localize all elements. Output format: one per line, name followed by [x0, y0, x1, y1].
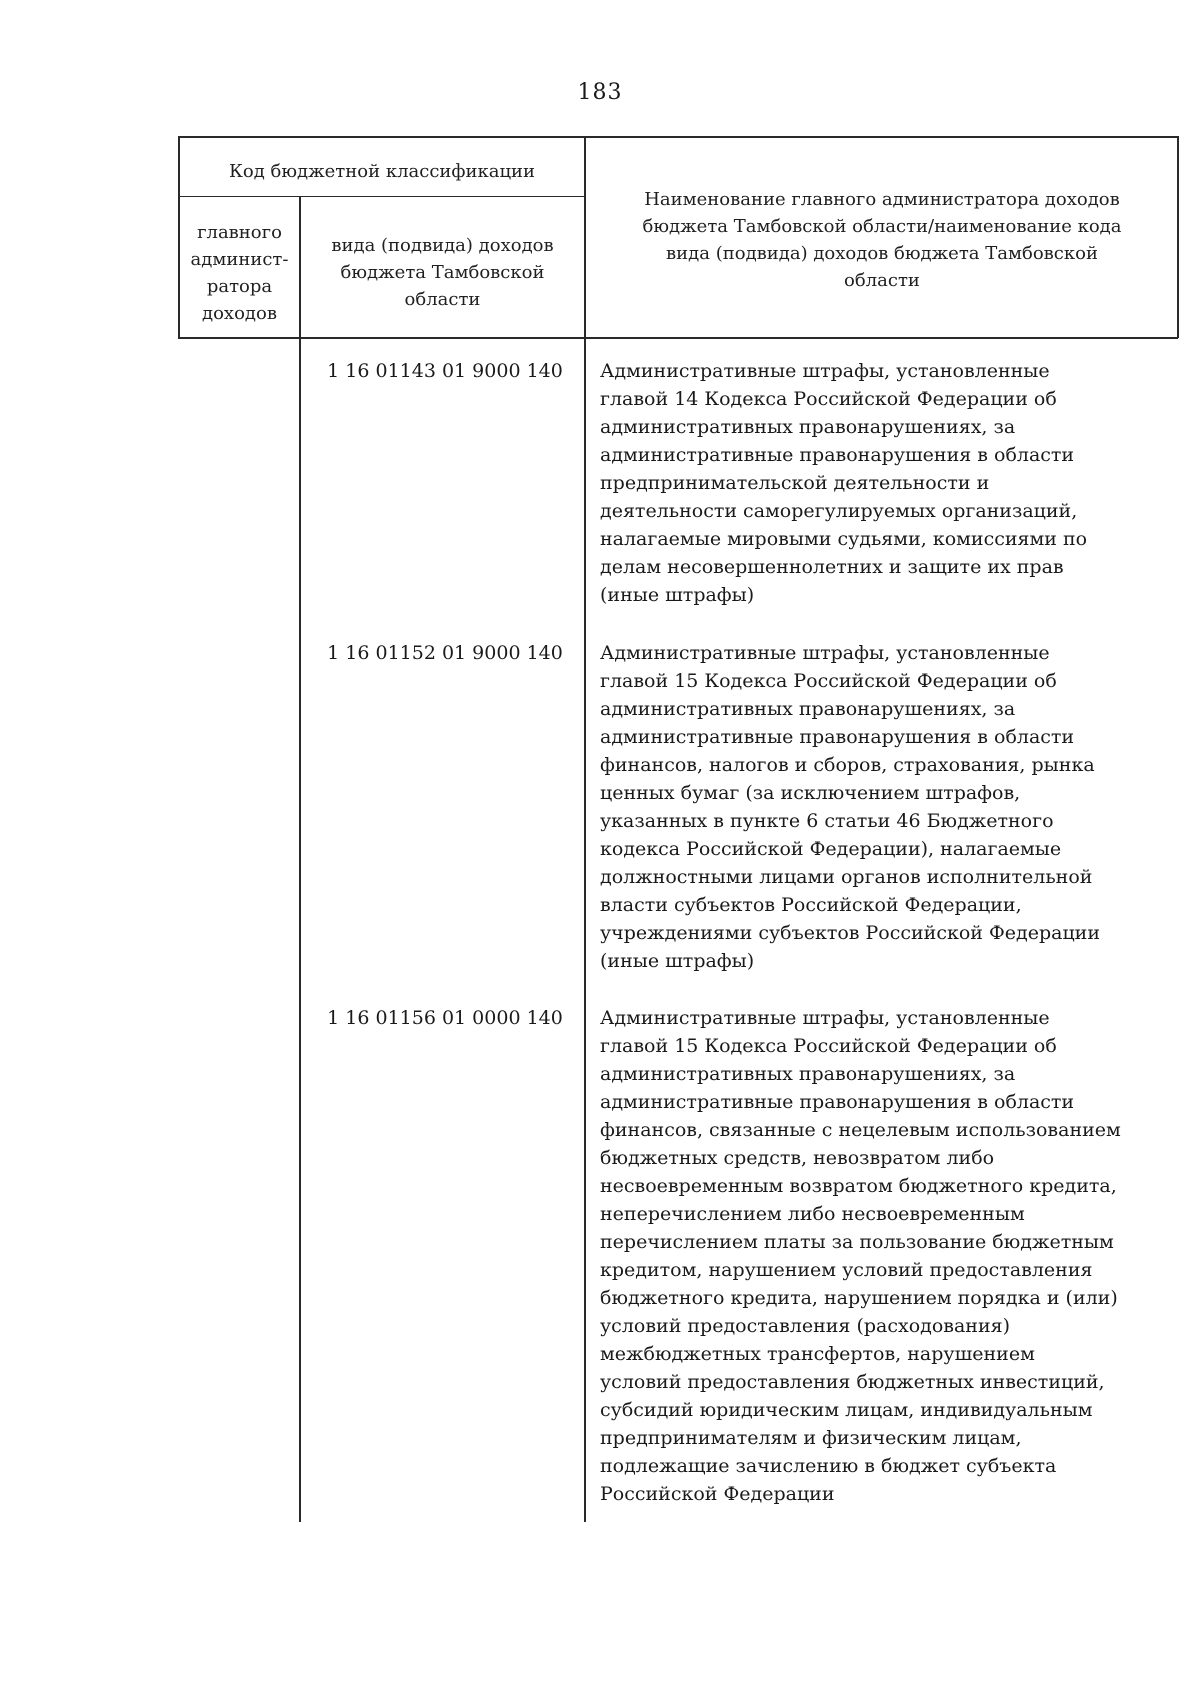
- header-col-name: Наименование главного администратора доходов бюджета Тамбовской области/наименование кода вида (подвида) доходов бюджета Тамбовской области: [642, 189, 1122, 291]
- column-divider-1: [299, 196, 301, 1522]
- row-code: 1 16 01143 01 9000 140: [327, 360, 563, 382]
- row-description: Административные штрафы, установленные главой 15 Кодекса Российской Федерации об административных правонарушениях, за административные правонарушения в области финансов, связанные с нецелевым использованием бюджетных средств, невозвратом либо несвоевременным возвратом бюджетного кредита, неперечислением либо несвоевременным перечислением платы за пользование бюджетным кредитом, нарушением условий предоставления бюджетного кредита, нарушением порядка и (или) условий предоставления (расходования) межбюджетных трансфертов, нарушением условий предоставления бюджетных инвестиций, субсидий юридическим лицам, индивидуальным предпринимателям и физическим лицам, подлежащие зачислению в бюджет субъекта Российской Федерации: [600, 1007, 1121, 1505]
- table-border-header-bottom: [178, 337, 1178, 339]
- table-border-top: [178, 136, 1178, 138]
- page-number: 183: [577, 80, 623, 105]
- row-code: 1 16 01152 01 9000 140: [327, 642, 563, 664]
- header-col-income-type: вида (подвида) доходов бюджета Тамбовской области: [331, 235, 554, 310]
- header-group-title: Код бюджетной классификации: [228, 161, 536, 182]
- table-border-right: [1177, 136, 1179, 338]
- row-description: Административные штрафы, установленные главой 14 Кодекса Российской Федерации об административных правонарушениях, за административные правонарушения в области предпринимательской деятельности и деятельности саморегулируемых организаций, налагаемые мировыми судьями, комиссиями по делам несовершеннолетних и защите их прав (иные штрафы): [600, 360, 1088, 606]
- row-description: Административные штрафы, установленные главой 15 Кодекса Российской Федерации об административных правонарушениях, за административные правонарушения в области финансов, налогов и сборов, страхования, рынка ценных бумаг (за исключением штрафов, указанных в пункте 6 статьи 46 Бюджетного кодекса Российской Федерации), налагаемые должностными лицами органов исполнительной власти субъектов Российской Федерации, учреждениями субъектов Российской Федерации (иные штрафы): [600, 642, 1101, 972]
- table-subheader-divider: [178, 196, 584, 197]
- header-col-administrator: главного админист- ратора доходов: [190, 222, 289, 324]
- column-divider-2: [584, 136, 586, 1522]
- row-code: 1 16 01156 01 0000 140: [327, 1007, 563, 1029]
